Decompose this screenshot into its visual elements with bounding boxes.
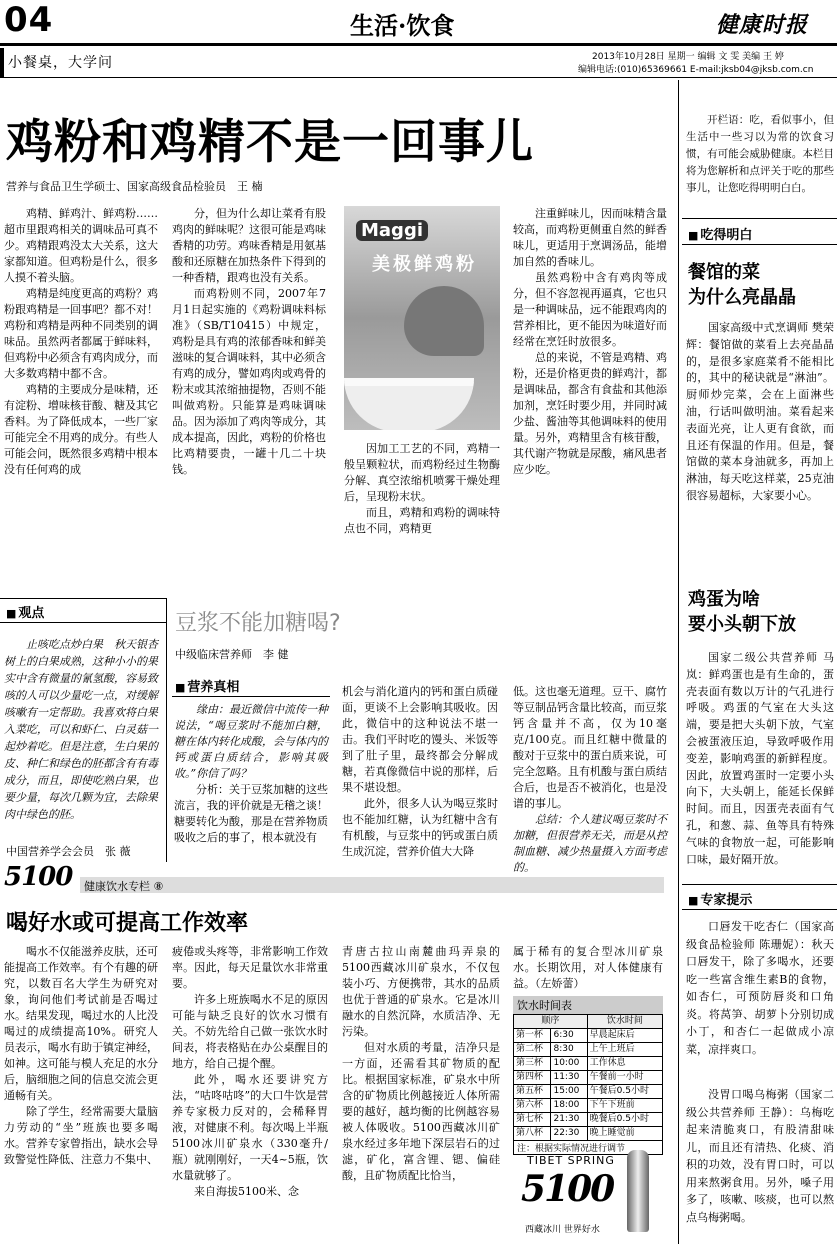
soy-section-rule <box>172 696 330 697</box>
water-schedule-box <box>513 996 663 1155</box>
water-col3-p2: 但对水质的考量，洁净只是一方面，还需看其矿物质的配比。根据国家标准，矿泉水中所含的矿物质比例越接近人体所需要的越好，越均衡的比例越容易被人体吸收。5100西藏冰川矿泉水经过多年地下深层岩石的过滤，矿化，富含锂、锶、偏硅酸，且矿物质配比恰当， <box>342 1041 500 1182</box>
soy-col1-p2: 分析：关于豆浆加糖的这些流言，我的评价就是无稽之谈！糖要转化为酸，那是在营养物质吸收之后的事了，根本就没有 <box>174 783 328 844</box>
viewpoint-text: 止咳吃点炒白果 秋天银杏树上的白果成熟，这种小小的果实中含有微量的氰氢酸，容易致咳的人可以少量吃一点，对缓解咳嗽有一定帮助。我喜欢将白果入菜吃，可以和虾仁、白灵菇一起炒着吃。但是注意，生白果的皮、种仁和绿色的胚都含有有毒成分，而且，即使吃熟白果，也要少量，每次几颗为宜，去除果肉中绿色的胚。 <box>4 638 158 821</box>
main-col4-p2: 虽然鸡粉中含有鸡肉等成分，但不容忽视再逼真，它也只是一种调味品，远不能跟鸡肉的营养相比，更不能因为味道好而经常在烹饪时放很多。 <box>513 271 667 348</box>
table-row <box>514 1099 663 1113</box>
water-title: 喝好水或可提高工作效率 <box>6 910 249 936</box>
main-col1-p3: 鸡精的主要成分是味精，还有淀粉、增味核苷酸、糖及其它香料。为了降低成本，一些厂家可能完全不用鸡的成分。有些人可能会问，既然很多鸡精中根本没有任何鸡的成 <box>4 383 158 476</box>
table-row <box>514 1043 663 1057</box>
date-editor: 2013年10月28日 星期一 编辑 文 雯 美编 王 婷 <box>592 52 784 62</box>
table-cell: 晚餐后0.5小时 <box>587 1113 662 1127</box>
viewpoint-rule-top <box>0 598 166 599</box>
soy-col2 <box>342 684 498 860</box>
chicken-illustration <box>404 286 484 356</box>
newspaper-logo: 健康时报 <box>716 12 809 38</box>
section-eat-smart: ■ 吃得明白 <box>688 224 752 243</box>
soy-col2-p1: 机会与消化道内的钙和蛋白质碰面，更谈不上会影响其吸收。因此，微信中的这种说法不堪一击。我们平时吃的馒头、米饭等到了肚子里，最终都会分解成糖，若真像微信中说的那样，后果不堪设想。 <box>342 685 498 794</box>
main-title: 鸡粉和鸡精不是一回事儿 <box>6 115 534 170</box>
water-col3 <box>342 944 500 1184</box>
table-cell: 10:00 <box>551 1057 587 1071</box>
water-column-bar <box>80 877 664 893</box>
header-rule <box>0 43 837 46</box>
ad-brand-name: TIBET SPRING <box>527 1154 615 1167</box>
table-cell: 第三杯 <box>514 1057 551 1071</box>
contact-info: 编辑电话:(010)65369661 E-mail:jksb04@jksb.com.cn <box>578 65 814 75</box>
soy-byline: 中级临床营养师 李 健 <box>175 648 289 661</box>
table-header-row <box>514 1015 663 1029</box>
table-cell: 15:00 <box>551 1085 587 1099</box>
water-brand-logo: 5100 <box>4 862 73 892</box>
table-row <box>514 1113 663 1127</box>
section-nutrition-truth: ■ 营养真相 <box>175 676 239 695</box>
table-cell: 晚上睡觉前 <box>587 1127 662 1141</box>
table-cell: 工作休息 <box>587 1057 662 1071</box>
soy-col1-p1: 缘由：最近微信中流传一种说法，“喝豆浆时不能加白糖，糖在体内转化成酸，会与体内的钙或蛋白质结合，影响其吸收。”你信了吗？ <box>174 703 328 780</box>
soy-col2-p2: 此外，很多人认为喝豆浆时也不能加红糖，认为红糖中含有有机酸，与豆浆中的钙或蛋白质生成沉淀，营养价值大大降 <box>342 797 498 858</box>
main-col4-p1: 注重鲜味儿，因而味精含量较高，而鸡粉更侧重自然的鲜香味儿，更适用于烹调汤品，能增加自然的香味儿。 <box>513 207 667 268</box>
main-byline: 营养与食品卫生学硕士、国家高级食品检验员 王 楠 <box>6 180 263 193</box>
main-col3-p2: 而且，鸡精和鸡粉的调味特点也不同，鸡精更 <box>344 506 500 535</box>
table-cell: 22:30 <box>551 1127 587 1141</box>
table-cell: 8:30 <box>551 1043 587 1057</box>
soy-col1 <box>174 702 328 846</box>
maggi-logo: Maggi <box>356 220 428 241</box>
table-header-time: 饮水时间 <box>587 1015 662 1029</box>
table-cell: 午餐后0.5小时 <box>587 1085 662 1099</box>
table-cell: 上午上班后 <box>587 1043 662 1057</box>
water-col1-p2: 除了学生，经常需要大量脑力劳动的“坐”班族也要多喝水。营养专家曾指出，缺水会导致警觉性降低、注意力不集中、 <box>4 1105 158 1166</box>
water-col4: 属于稀有的复合型冰川矿泉水。长期饮用，对人体健康有益。（左娇蕾） <box>513 945 663 990</box>
ad-logo-number: 5100 <box>521 1168 614 1210</box>
main-article-col4 <box>513 206 667 478</box>
soy-col3 <box>513 684 667 876</box>
main-col1-p1: 鸡精、鲜鸡汁、鲜鸡粉……超市里跟鸡相关的调味品可真不少。鸡精跟鸡没太大关系，这大家都知道。但鸡粉是什么，很多人摸不着头脑。 <box>4 207 158 284</box>
water-col2 <box>172 944 328 1200</box>
table-row <box>514 1085 663 1099</box>
right-column-rule <box>678 80 679 1244</box>
ad-slogan: 西藏冰川 世界好水 <box>525 1225 600 1235</box>
table-cell: 6:30 <box>551 1029 587 1043</box>
table-cell: 第六杯 <box>514 1099 551 1113</box>
tibet-spring-ad <box>515 1148 663 1240</box>
water-table-note: 注：根据实际情况进行调节 <box>513 1141 663 1155</box>
powder-bowl <box>344 378 474 430</box>
main-col4-p3: 总的来说，不管是鸡精、鸡粉，还是价格更贵的鲜鸡汁，都是调味品，都含有食盐和其他添加剂，烹饪时要少用，并同时减少盐、酱油等其他调味料的使用量。另外，鸡精里含有核苷酸，其代谢产物就是尿酸，痛风患者应少吃。 <box>513 351 667 476</box>
soy-article-rule <box>166 598 167 862</box>
subheader-rule <box>0 77 837 78</box>
article3-text: 口唇发干吃杏仁（国家高级食品检验师 陈珊妮）：秋天口唇发干，除了多喝水，还要吃一些富含维生素B的食物，如杏仁，可预防唇炎和口角炎。将莴笋、胡萝卜分别切成小丁，和杏仁一起做成小凉菜，凉拌爽口。 <box>686 920 834 1056</box>
table-row <box>514 1071 663 1085</box>
article1-title-line2: 为什么亮晶晶 <box>688 287 796 308</box>
article2-text: 国家二级公共营养师 马岚：鲜鸡蛋也是有生命的，蛋壳表面有数以万计的气孔进行呼吸。鸡蛋的气室在大头这端，要是把大头朝下放，气室会被蛋液压迫，导致呼吸作用变差，影响鸡蛋的新鲜程度。因此，放置鸡蛋时一定要小头向下，大头朝上，能延长保鲜时间。而且，因蛋壳表面有气孔，和葱、蒜、鱼等具有特殊气味的食物放一起，可能影响口味，最好隔开放。 <box>686 651 834 866</box>
table-cell: 第二杯 <box>514 1043 551 1057</box>
water-table-title: 饮水时间表 <box>513 996 663 1014</box>
water-schedule-table <box>513 1014 663 1141</box>
table-cell: 第八杯 <box>514 1127 551 1141</box>
water-bottle-image <box>627 1150 649 1232</box>
water-col2-p4: 来自海拔5100米、念 <box>194 1185 299 1198</box>
main-col1-p2: 鸡精是纯度更高的鸡粉？鸡粉跟鸡精是一回事吧？都不对！鸡粉和鸡精是两种不同类别的调味品。虽然两者都属于鲜味料，但鸡粉中必须含有鸡肉成分，而大多数鸡精中都不含。 <box>4 287 158 380</box>
column-divider <box>0 48 4 78</box>
table-cell: 午餐前一小时 <box>587 1071 662 1085</box>
section-viewpoint: ■ 观点 <box>6 602 44 621</box>
article4-text: 没胃口喝乌梅粥（国家二级公共营养师 王静）：乌梅吃起来清脆爽口，有股清甜味儿，而且还有清热、化痰、消积的功效，没有胃口时，可以用来熬粥食用。另外，嗓子用多了，咳嗽、咳痰，也可以熬点乌梅粥喝。 <box>686 1088 834 1224</box>
right-rule-3 <box>682 884 837 885</box>
right-rule-4 <box>682 909 837 910</box>
table-cell: 第四杯 <box>514 1071 551 1085</box>
article1-title-line1: 餐馆的菜 <box>688 262 760 283</box>
table-cell: 11:30 <box>551 1071 587 1085</box>
table-row <box>514 1057 663 1071</box>
section-title: 生活·饮食 <box>350 11 455 40</box>
article1-text: 国家高级中式烹调师 樊荣辉：餐馆做的菜看上去亮晶晶的，是很多家庭菜肴不能相比的，其中的秘诀就是“淋油”。厨师炒完菜，会在上面淋些油，行话叫做明油。菜看起来表面光亮，让人更有食欲，而且还有保温的作用。但是，餐馆做的菜本身油就多，再加上淋油，每天吃这样菜，25克油很容易超标，大家要小心。 <box>686 321 834 502</box>
table-cell: 第七杯 <box>514 1113 551 1127</box>
column-name: 小餐桌，大学问 <box>8 55 113 71</box>
article2-title-line1: 鸡蛋为啥 <box>688 589 760 610</box>
table-cell: 18:00 <box>551 1099 587 1113</box>
article2-title-line2: 要小头朝下放 <box>688 614 796 635</box>
water-col2-p2: 许多上班族喝水不足的原因可能与缺乏良好的饮水习惯有关。不妨先给自己做一张饮水时间表，将表格贴在办公桌醒目的地方，给自己提个醒。 <box>172 993 328 1070</box>
page-number: 04 <box>4 0 54 40</box>
viewpoint-author: 中国营养学会会员 张 薇 <box>6 845 131 858</box>
water-col3-p1: 青唐古拉山南麓曲玛弄泉的5100西藏冰川矿泉水，不仅包装小巧、方便携带，其水的品质也优于普通的矿泉水。它是冰川融水的自然沉降，水质洁净、无污染。 <box>342 945 500 1038</box>
table-cell: 下午下班前 <box>587 1099 662 1113</box>
package-label: 美极鲜鸡粉 <box>372 254 477 275</box>
main-article-col1 <box>4 206 158 478</box>
soy-col3-p1: 低。这也毫无道理。豆干、腐竹等豆制品钙含量比较高，而豆浆钙含量并不高，仅为10毫克/100克。而且红糖中微量的酸对于豆浆中的蛋白质来说，可完全忽略。且有机酸与蛋白质结合后，也是否不被消化，也是没谱的事儿。 <box>513 685 667 810</box>
main-col2-p2: 而鸡粉则不同，2007年7月1日起实施的《鸡粉调味料标准》（SB/T10415）中规定，鸡粉是具有鸡的浓郁香味和鲜美滋味的复合调味料，其中必须含有鸡的成分，譬如鸡肉或鸡骨的粉末或其浓缩抽提物，否则不能叫做鸡粉。只能算是鸡味调味品。因为添加了鸡肉等成分，其成本提高，因此，鸡粉的价格也比鸡精要贵，一罐十几二十块钱。 <box>172 287 326 476</box>
table-cell: 21:30 <box>551 1113 587 1127</box>
water-col1 <box>4 944 158 1168</box>
water-col1-p1: 喝水不仅能滋养皮肤，还可能提高工作效率。有个有趣的研究，以数百名大学生为研究对象，询问他们考试前是否喝过水。结果发现，喝过水的人比没喝过的成绩提高10%。研究人员表示，喝水有助于镇定神经，如神。这可能与模人充足的水分后，脑细胞之间的信息交流会更通畅有关。 <box>4 945 158 1102</box>
chicken-powder-photo <box>344 206 500 430</box>
main-col2-p1: 分，但为什么却让菜肴有股鸡肉的鲜味呢？这很可能是鸡味香精的功劳。鸡味香精是用氨基酸和还原糖在加热条件下得到的一种香精，跟鸡也没有关系。 <box>172 207 326 284</box>
main-article-col2 <box>172 206 326 478</box>
water-col2-p3: 此外，喝水还要讲究方法，“咕咚咕咚”的大口牛饮是营养专家极力反对的，会稀释胃液，对健康不利。每次喝上半瓶5100冰川矿泉水（330毫升/瓶）就刚刚好，一天4~5瓶，饮水量就够了。 <box>172 1073 328 1182</box>
main-article-col3-lower <box>344 441 500 537</box>
right-rule-2 <box>682 244 837 245</box>
main-col3-p1: 因加工工艺的不同，鸡精一般呈颗粒状，而鸡粉经过生物酶分解、真空浓缩机喷雾干燥处理后，呈现粉末状。 <box>344 442 500 503</box>
table-cell: 第五杯 <box>514 1085 551 1099</box>
editor-note: 开栏语：吃，看似事小，但生活中一些习以为常的饮食习惯，有可能会威胁健康。本栏目将为您解析和点评关于吃的那些事儿，让您吃得明明白白。 <box>686 114 834 194</box>
table-row <box>514 1029 663 1043</box>
section-expert-tips: ■ 专家提示 <box>688 889 752 908</box>
table-header-order: 顺序 <box>514 1015 588 1029</box>
right-rule-1 <box>682 218 837 219</box>
table-cell: 早晨起床后 <box>587 1029 662 1043</box>
table-row <box>514 1127 663 1141</box>
soy-title: 豆浆不能加糖喝? <box>175 611 341 636</box>
table-cell: 第一杯 <box>514 1029 551 1043</box>
soy-col3-p2: 总结：个人建议喝豆浆时不加糖，但很营养无关，而是从控制血糖、减少热量摄入方面考虑的。 <box>513 813 667 874</box>
viewpoint-rule-bottom <box>0 622 166 623</box>
water-column-label: 健康饮水专栏 ⑧ <box>84 880 164 893</box>
water-col2-p1: 疲倦或头疼等，非常影响工作效率。因此，每天足量饮水非常重要。 <box>172 945 328 990</box>
